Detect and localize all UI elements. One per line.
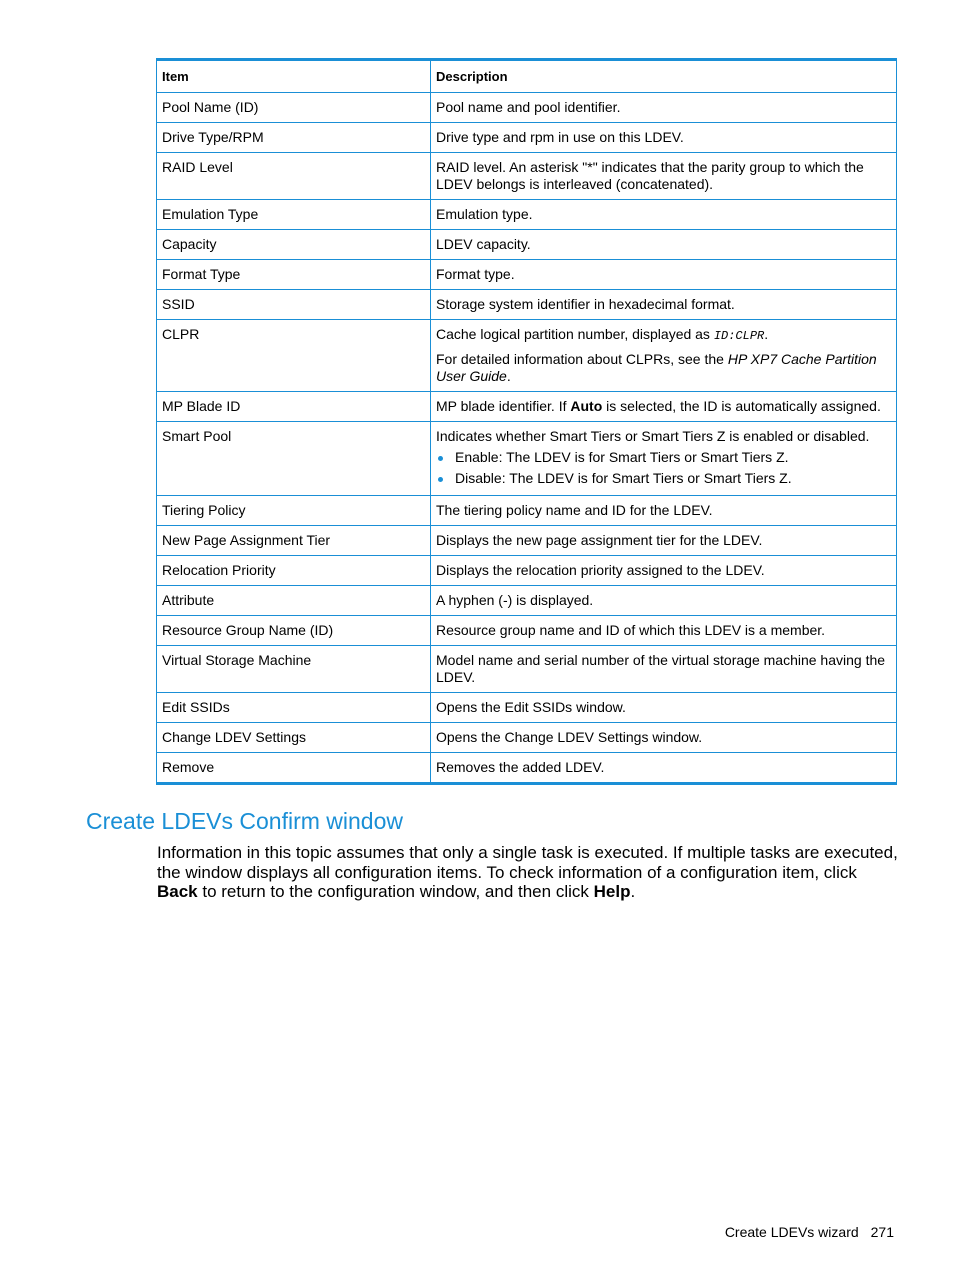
item-cell: Tiering Policy: [157, 496, 431, 526]
clpr-format-code: ID:CLPR: [713, 329, 765, 343]
table-row: [157, 723, 897, 753]
header-item: Item: [157, 60, 431, 93]
description-cell: Format type.: [431, 260, 897, 290]
help-keyword: Help: [593, 882, 631, 901]
section-title: Create LDEVs Confirm window: [86, 808, 404, 834]
smart-pool-intro: Indicates whether Smart Tiers or Smart Tiers Z is enabled or disabled.: [436, 428, 870, 444]
description-cell: [431, 422, 897, 496]
description-cell: Removes the added LDEV.: [431, 753, 897, 784]
table-row: [157, 320, 897, 392]
item-cell: Edit SSIDs: [157, 693, 431, 723]
table-row: [157, 646, 897, 693]
item-cell: Change LDEV Settings: [157, 723, 431, 753]
description-cell: LDEV capacity.: [431, 230, 897, 260]
section-body: Information in this topic assumes that only a single task is executed. If multiple tasks are executed, the window displays all configuration items. To check information of a configuration item, click Back to return to the configuration window, and then click Help.: [157, 843, 898, 901]
table-row: [157, 123, 897, 153]
footer-label: Create LDEVs wizard: [724, 1224, 859, 1240]
clpr-format-text: Cache logical partition number, displayed as ID:CLPR.: [436, 326, 769, 343]
table-row: [157, 693, 897, 723]
smart-pool-bullets: [436, 449, 891, 487]
table-row: [157, 290, 897, 320]
clpr-reference-text: For detailed information about CLPRs, see the HP XP7 Cache Partition User Guide.: [436, 351, 877, 384]
item-cell: Drive Type/RPM: [157, 123, 431, 153]
item-cell: MP Blade ID: [157, 392, 431, 422]
description-cell: MP blade identifier. If Auto is selected, the ID is automatically assigned.: [431, 392, 897, 422]
item-cell: Emulation Type: [157, 200, 431, 230]
auto-keyword: Auto: [570, 398, 603, 414]
description-cell: Drive type and rpm in use on this LDEV.: [431, 123, 897, 153]
guide-title: HP XP7 Cache Partition User Guide: [436, 351, 877, 384]
item-cell: Attribute: [157, 586, 431, 616]
description-cell: Displays the new page assignment tier for the LDEV.: [431, 526, 897, 556]
page-number: 271: [870, 1224, 894, 1240]
header-description: Description: [431, 60, 897, 93]
table-row: [157, 586, 897, 616]
description-cell: Opens the Change LDEV Settings window.: [431, 723, 897, 753]
bullet-item: Disable: The LDEV is for Smart Tiers or Smart Tiers Z.: [436, 470, 891, 487]
description-cell: [431, 320, 897, 392]
item-cell: Pool Name (ID): [157, 93, 431, 123]
description-cell: Opens the Edit SSIDs window.: [431, 693, 897, 723]
description-cell: Storage system identifier in hexadecimal format.: [431, 290, 897, 320]
table-row: [157, 93, 897, 123]
item-cell: RAID Level: [157, 153, 431, 200]
table-row: [157, 392, 897, 422]
item-cell: Relocation Priority: [157, 556, 431, 586]
description-cell: Pool name and pool identifier.: [431, 93, 897, 123]
bullet-item: Enable: The LDEV is for Smart Tiers or Smart Tiers Z.: [436, 449, 891, 466]
page-footer: [725, 1223, 894, 1241]
table-row: [157, 496, 897, 526]
item-cell: SSID: [157, 290, 431, 320]
table-row: [157, 153, 897, 200]
description-cell: A hyphen (-) is displayed.: [431, 586, 897, 616]
description-cell: Emulation type.: [431, 200, 897, 230]
description-cell: RAID level. An asterisk "*" indicates that the parity group to which the LDEV belongs is interleaved (concatenated).: [431, 153, 897, 200]
table-row: [157, 556, 897, 586]
table-row: [157, 260, 897, 290]
description-cell: Resource group name and ID of which this LDEV is a member.: [431, 616, 897, 646]
description-cell: Model name and serial number of the virtual storage machine having the LDEV.: [431, 646, 897, 693]
item-cell: Remove: [157, 753, 431, 784]
table-row: [157, 616, 897, 646]
spec-table: [156, 58, 897, 785]
back-keyword: Back: [157, 882, 198, 901]
table-row: [157, 526, 897, 556]
item-cell: Resource Group Name (ID): [157, 616, 431, 646]
item-cell: Capacity: [157, 230, 431, 260]
item-cell: New Page Assignment Tier: [157, 526, 431, 556]
description-cell: Displays the relocation priority assigned to the LDEV.: [431, 556, 897, 586]
item-cell: Virtual Storage Machine: [157, 646, 431, 693]
item-cell: Smart Pool: [157, 422, 431, 496]
table-row: [157, 230, 897, 260]
table-row: [157, 200, 897, 230]
description-cell: The tiering policy name and ID for the LDEV.: [431, 496, 897, 526]
table-row: [157, 422, 897, 496]
item-cell: Format Type: [157, 260, 431, 290]
table-row: [157, 753, 897, 784]
table-header-row: [157, 60, 897, 93]
item-cell: CLPR: [157, 320, 431, 392]
